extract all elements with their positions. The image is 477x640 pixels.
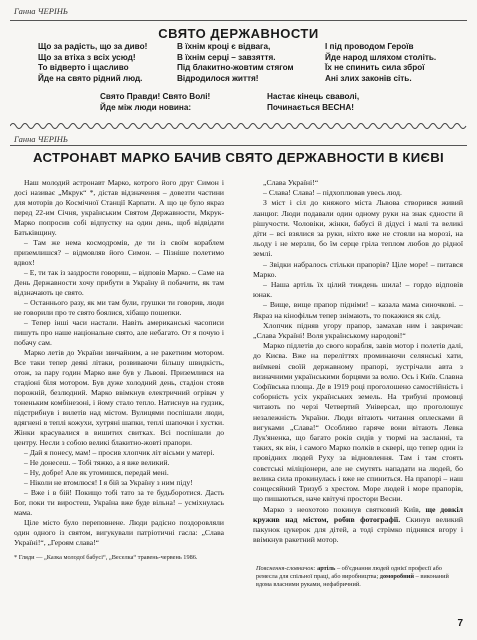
ornamental-border	[10, 121, 467, 131]
poem-line: Відродилося життя!	[177, 73, 259, 83]
emphasis-text: ще довкіл кружив над містом, робив фотографії.	[253, 504, 463, 524]
paragraph: – Ніколи не втомлюся! І я бій за Україну з ним піду!	[24, 478, 193, 487]
paragraph: „Слава Україні!“	[263, 178, 319, 187]
poem-line: Їх не спинить сила зброї	[325, 63, 425, 73]
poem-line: І під проводом Героїв	[325, 42, 414, 51]
poem-line: Починається ВЕСНА!	[267, 102, 354, 112]
poem-title: СВЯТО ДЕРЖАВНОСТИ	[158, 26, 319, 41]
ornament-wave-icon	[10, 121, 467, 131]
poem-line: Свято Правди! Свято Волі!	[100, 92, 211, 101]
story-column-right	[253, 178, 463, 545]
paragraph: Наш молодий астронавт Марко, котрого його друг Симон і досі називає „Мкрук“ *, дістав відзначення – довезти частини для моторів до Космічної Станції Карпати. А що це було якраз перед 22-им Січня, українським Святом Державности, Мкрук-Марко попросив собі відпустку на один день, щоб відвідати Батьківщину.	[14, 178, 224, 237]
page-number: 7	[457, 618, 463, 629]
paragraph: – Вище, вище прапор підніми! – казала мама синочкові. – Якраз на кінофільм тепер знімають, то покажися як слід.	[253, 300, 463, 320]
poem-line: Йде народ шляхом століть.	[325, 52, 437, 62]
paragraph: – Е, ти так із заздрости говориш, – відповів Марко. – Саме на День Державности хочу прибути в Україну й побачити, як там відзначають це свято.	[14, 268, 224, 297]
poem-line: Йде на свято рідний люд.	[38, 73, 143, 83]
paragraph: Марко підлетів до свого корабля, завів мотор і полетів далі, до Києва. Вже на переліттях проминаючи селянські хати, виїмкеві своїй державному прапорі, зустрічали авта з визначними українськими борцями за волю. Ось і Київ. Славна Софіївська площа. Де в 1919 році проголошено самостійність і соборність усіх українських земель. На трибуні промовці читають по черзі Четвертий Універсал, що проголошує незалежність України. Люди вітають читання оплесками й вигуками „Слава!“ Особливо гаряче вони вітають Левка Лук'яненка, що багато років сидів у тюрмі на засланні, та таких, як він, і самого Марко полків в сквері, що тепер один із провідних людей Руху за відновлення. Там і там стоять совєтські міліціонери, але не смутять нападати на людей, бо велика сила прокинулась і вже не спиниться. На прапорі – наш сонцесяйний Тризуб з хрестом. Море людей і море прапорів, що пишаються, наче квітучі простори Весни.	[253, 341, 463, 504]
glossary-definition: – виконаний вдома власними руками, нефабричний.	[256, 573, 449, 588]
paragraph: Ціле місто було переповнене. Люди радісно поздоровляли один одного із святом, вигукували патріотичні гасла: „Слава Україні!“, „Героям слава!“	[14, 518, 224, 547]
paragraph: – Останнього разу, як ми там були, грушки ти говорив, люди не говорили про те свято боялися, хібащо пошепки.	[14, 298, 224, 317]
poem-stanza-2	[177, 42, 294, 84]
poem-line: Ані злих законів сіть.	[325, 73, 412, 83]
paragraph: Хлопчик підняв угору прапор, замахав ним і закричав: „Слава Україні! Воля українському народові!“	[253, 320, 463, 341]
glossary	[256, 565, 456, 589]
footnote: * Гляди — „Казка молодої бабусі“, „Веселка“ травень-червень 1986.	[14, 554, 198, 561]
poem-final-right	[267, 92, 359, 113]
paragraph: – Вже і в бій! Покищо тобі тато за те будьборотися. Дасть Бог, поки ти виростеш, Україна вже буде вільна! – усміхнулась мама.	[14, 488, 224, 517]
paragraph: – Там же нема космодромів, де ти із своїм кораблем приземлишся? – відмовляв його Симон. – Пізніше полетимо вдвох!	[14, 238, 224, 267]
story-column-left	[14, 178, 224, 548]
poem-stanza-1	[38, 42, 147, 84]
poem-line: Настає кінець сваволі,	[267, 92, 360, 101]
paragraph: – Наша артіль їх цілий тиждень шила! – гордо відповів юнак.	[253, 280, 463, 300]
poem-line: В їхнім кроці є відвага,	[177, 42, 271, 51]
glossary-definition: – об'єднання людей однієї професії або ремесла для спільної праці, або виробництва;	[256, 565, 442, 580]
poem-line: Йде між люди новина:	[100, 102, 192, 112]
divider	[10, 20, 467, 21]
glossary-term: артіль	[317, 565, 336, 572]
divider	[10, 145, 467, 146]
poem-stanza-3	[325, 42, 436, 84]
poem-line: Що за радість, що за диво!	[38, 42, 148, 51]
poem-author: Ганна ЧЕРІНЬ	[14, 6, 68, 16]
paragraph: – Тепер інші часи настали. Навіть американські часописи пишуть про наше національне свято, але небагато. От я почую і побачу сам.	[14, 318, 224, 347]
poem-line: Під блакитно-жовтим стягом	[177, 63, 294, 73]
paragraph: – Слава! Слава! – підхоплював увесь люд.	[263, 188, 402, 198]
story-headline: АСТРОНАВТ МАРКО БАЧИВ СВЯТО ДЕРЖАВНОСТИ В КИЄВІ	[33, 150, 444, 165]
glossary-label: Пояснення-словничок:	[256, 565, 316, 572]
poem-line: В їхнім серці – завзяття.	[177, 52, 276, 62]
paragraph: З міст і сіл до княжого міста Львова створився живий ланцюг. Люди подавали один одному руки на знак єдности й рішучости. Чоловіки, жінки, бабусі й дідусі і малі та великі діти – всі взялися за руки, ніхто вже не стояли на морозі, на льоду і не мерзли, бо їм серце гріла теплом любов до рідної землі.	[253, 198, 463, 259]
poem-line: То відверто і щасливо	[38, 63, 129, 73]
glossary-term: доморобний	[379, 573, 415, 580]
paragraph: Марко з неохотою покинув святковий Київ, ще довкіл кружив над містом, робив фотографії. Скинув великий пакунок цукерок для дітей, а тоді стрімко піднявся вгору і ввімкнув ракетний мотор.	[253, 504, 463, 545]
paragraph: – Дай я понесу, мам! – просив хлопчик літ вісьми у матері.	[24, 448, 215, 457]
paragraph: Марко летів до України звичайним, а не ракетним мотором. Все таки тепер деякі літаки, розвиваючи більшу швидкість, отож, за пару годин Марко вже був у Львові. Приземлився на стадіоні біля мотором. Був дуже холодний день, стадіон стояв порожній, безлюдний. Марко ввімкнув електричний огрівач у тоненьким комбінезоні, і йому стало тепло. Натиснув на гудзик, підстрибнув і вилетів над містом. Вулицями поспішали люди, вдягнені в теплі кожухи, хутряні шапки, теплі шапочки і хустки. Жінки красувалися в вишитих свитках. Всі поспішали до центру. Несли з собою великі блакитно-жовті прапори.	[14, 348, 224, 447]
paragraph: – Ну, добре! Але як утомишся, передай мені.	[24, 468, 169, 477]
paragraph: – Не донесеш. – Тобі тяжко, а я вже великий.	[24, 458, 170, 467]
story-author: Ганна ЧЕРІНЬ	[14, 134, 68, 144]
poem-line: Що за втіха з всіх усюд!	[38, 52, 136, 62]
paragraph: – Звідки набралось стільки прапорів? Ціле море! – питався Марко.	[253, 259, 463, 279]
poem-final-left	[100, 92, 210, 113]
